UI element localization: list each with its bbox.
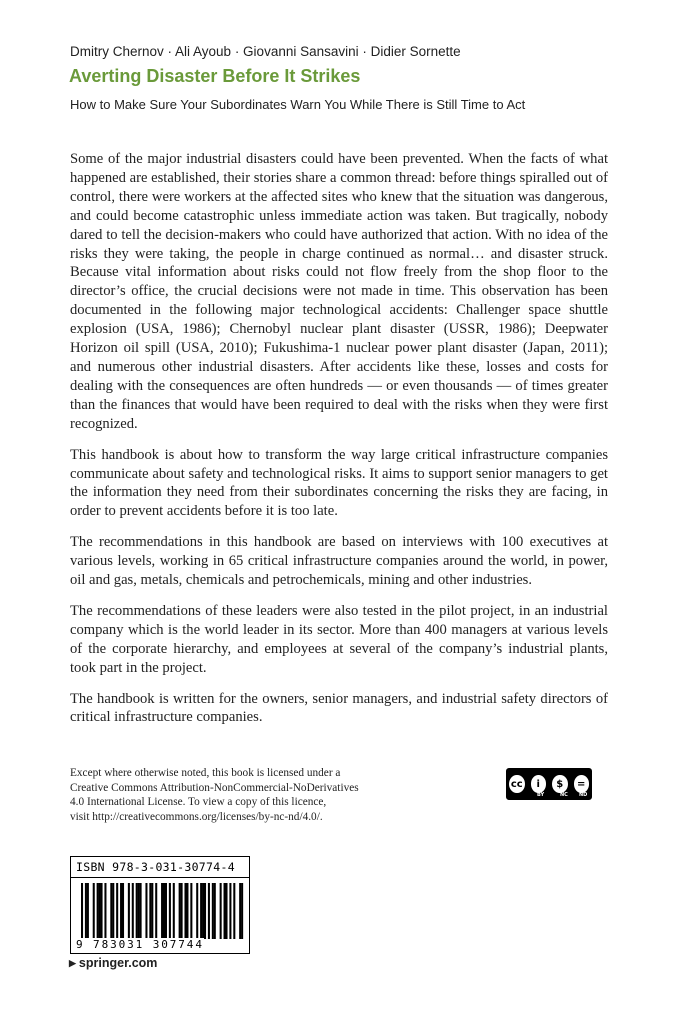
barcode-bar xyxy=(155,883,157,939)
isbn-barcode xyxy=(70,856,250,954)
badge-label-nc: NC xyxy=(560,792,568,798)
barcode-digits: 9 783031 307744 xyxy=(76,938,204,951)
isbn-label: ISBN 978-3-031-30774-4 xyxy=(76,860,235,874)
publisher-link[interactable] xyxy=(69,956,157,970)
barcode-bar xyxy=(181,883,183,939)
badge-label-nd: ND xyxy=(579,792,588,798)
barcode-bar xyxy=(233,883,235,939)
barcode-bar xyxy=(208,883,210,939)
barcode-bar xyxy=(110,883,112,939)
barcode-bar xyxy=(190,883,192,939)
barcode-bar xyxy=(241,883,243,939)
noncommercial-icon: $ xyxy=(550,773,570,795)
license-line: Except where otherwise noted, this book is licensed under a xyxy=(70,767,341,779)
barcode-bar xyxy=(239,883,241,939)
publisher-url: springer.com xyxy=(78,956,158,970)
license-line: 4.0 International License. To view a copy of this licence, xyxy=(70,796,327,808)
barcode-bar xyxy=(173,883,175,939)
barcode-bar xyxy=(202,883,204,939)
blurb-paragraph: This handbook is about how to transform the way large critical infrastructure companies communicate about safety and technological risks. It aims to support senior managers to get the information they need from their subordinates concerning the risks they are facing, in order to prevent accidents before it is too late. xyxy=(70,446,608,520)
barcode-bars xyxy=(81,883,245,939)
barcode-bar xyxy=(196,883,198,939)
barcode-bar xyxy=(204,883,206,939)
barcode-bar xyxy=(145,883,147,939)
barcode-bar xyxy=(120,883,122,939)
blurb-paragraph: The recommendations in this handbook are based on interviews with 100 executives at various levels, working in 65 critical infrastructure companies around the world, in power, oil and gas, metals, chemicals and petrochemicals, mining and other industries. xyxy=(70,534,608,589)
barcode-bar xyxy=(99,883,101,939)
barcode-bar xyxy=(149,883,151,939)
barcode-bar xyxy=(138,883,140,939)
barcode-bar xyxy=(161,883,163,939)
barcode-bar xyxy=(186,883,188,939)
barcode-bar xyxy=(122,883,124,939)
barcode-bar xyxy=(81,883,83,939)
book-subtitle: How to Make Sure Your Subordinates Warn You While There is Still Time to Act xyxy=(70,97,526,112)
blurb-body xyxy=(70,150,608,739)
barcode-bar xyxy=(87,883,89,939)
blurb-paragraph: The recommendations of these leaders were also tested in the pilot project, in an industrial company which is the world leader in its sector. More than 400 managers at various levels of the corporate hierarchy, and employees at several of the company’s industrial plants, took part in the project. xyxy=(70,602,608,676)
license-line: visit http://creativecommons.org/licenses/by-nc-nd/4.0/. xyxy=(70,810,323,823)
barcode-bar xyxy=(97,883,99,939)
barcode-bar xyxy=(212,883,214,939)
barcode-bar xyxy=(220,883,222,939)
authors-line: Dmitry Chernov · Ali Ayoub · Giovanni Sansavini · Didier Sornette xyxy=(70,44,461,59)
barcode-bar xyxy=(163,883,165,939)
barcode-bar xyxy=(136,883,138,939)
blurb-paragraph: Some of the major industrial disasters could have been prevented. When the facts of what happened are established, their stories share a common thread: before things spiralled out of control, there were workers at the affected sites who knew that the situation was dangerous, and could become catastrophic unless immediate action was taken. But tragically, nobody dared to tell the decision-makers who could have authorized that action. With no idea of the risks they were taking, the people in charge continued as normal… and disaster struck. Because vital information about risks could not flow freely from the shop floor to the director’s office, the crucial decisions were not made in time. This observation has been documented in the following major technological accidents: Challenger space shuttle explosion (USA, 1986); Chernobyl nuclear plant disaster (USSR, 1986); Deepwater Horizon oil spill (USA, 2010); Fukushima-1 nuclear power plant disaster (Japan, 2011); and numerous other industrial disasters. After accidents like these, losses and costs for dealing with the consequences are often hundreds — or even thousands — of times greater than the finances that would have been required to deal with the risks when they were first recognized. xyxy=(70,151,608,432)
barcode-bar xyxy=(112,883,114,939)
book-title: Averting Disaster Before It Strikes xyxy=(69,66,361,86)
barcode-bar xyxy=(179,883,181,939)
barcode-bar xyxy=(101,883,103,939)
barcode-bar xyxy=(140,883,142,939)
license-line: Creative Commons Attribution-NonCommercial-NoDerivatives xyxy=(70,781,359,794)
barcode-bar xyxy=(128,883,130,939)
blurb-paragraph: The handbook is written for the owners, senior managers, and industrial safety directors of critical infrastructure companies. xyxy=(70,690,608,726)
barcode-bar xyxy=(93,883,95,939)
barcode-bar xyxy=(224,883,226,939)
cc-icon: cc xyxy=(507,773,527,795)
barcode-bar xyxy=(165,883,167,939)
barcode-bar xyxy=(104,883,106,939)
barcode-bar xyxy=(151,883,153,939)
barcode-bar xyxy=(225,883,227,939)
barcode-bar xyxy=(132,883,134,939)
attribution-icon: i xyxy=(529,773,549,795)
cc-license-badge xyxy=(506,768,592,800)
barcode-bar xyxy=(169,883,171,939)
license-notice xyxy=(70,766,430,824)
barcode-bar xyxy=(184,883,186,939)
barcode-bar xyxy=(85,883,87,939)
barcode-bar xyxy=(229,883,231,939)
noderivatives-icon: = xyxy=(572,773,592,795)
barcode-bar xyxy=(200,883,202,939)
isbn-divider xyxy=(71,877,249,878)
barcode-bar xyxy=(116,883,118,939)
barcode-bar xyxy=(214,883,216,939)
arrow-right-icon: ▶ xyxy=(69,957,76,968)
badge-label-by: BY xyxy=(537,792,545,798)
